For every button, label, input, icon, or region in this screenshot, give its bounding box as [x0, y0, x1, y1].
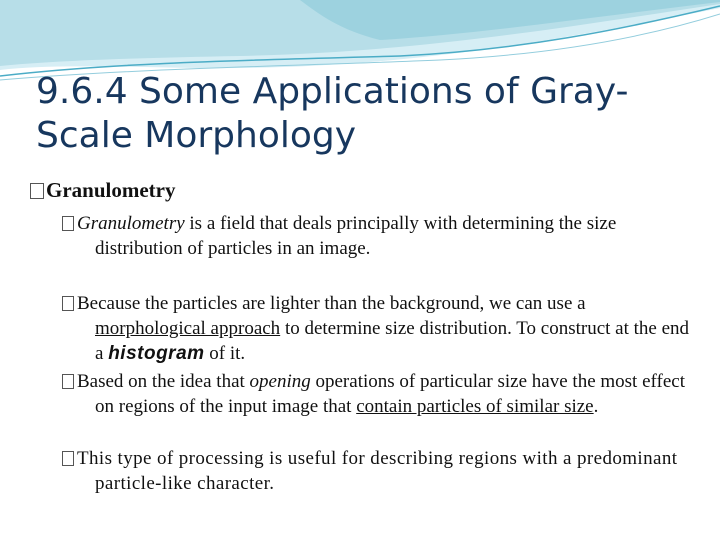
bullet-text [62, 446, 692, 496]
bullet-text-run: contain particles of similar size [356, 396, 594, 417]
bullet-text-run: to determine size distribution. To construct at the end a [95, 318, 690, 364]
bullet-box-icon [62, 216, 74, 231]
bullet-box-icon [62, 451, 74, 466]
bullet-item [62, 369, 692, 419]
bullet-text-run: Because the particles are lighter than the background, we can use a [77, 293, 586, 314]
bullet-text-run: This type of processing is useful for describing regions with a predominant particle-like character. [77, 448, 678, 494]
section-heading [30, 178, 175, 203]
bullet-text-run: Granulometry [77, 213, 185, 234]
bullet-item [62, 446, 692, 496]
bullet-item [62, 211, 692, 261]
bullet-text [62, 369, 692, 419]
bullet-text-run: opening [249, 371, 311, 392]
bullet-text-run: histogram [108, 343, 205, 364]
slide-title: 9.6.4 Some Applications of Gray-Scale Morphology [36, 71, 629, 156]
bullet-box-icon [30, 183, 44, 199]
bullet-item [62, 291, 692, 366]
bullet-text [62, 211, 692, 261]
bullet-text-run: is a field that deals principally with determining the size distribution of particles in an image. [95, 213, 617, 259]
bullet-box-icon [62, 296, 74, 311]
bullet-text-run: . [593, 396, 599, 417]
bullet-text-run: morphological approach [95, 318, 281, 339]
bullet-text [62, 291, 692, 366]
bullet-text-run: operations of particular size have the most effect on regions of the input image that [95, 371, 685, 417]
bullet-box-icon [62, 374, 74, 389]
bullet-text-run: of it. [204, 343, 246, 364]
bullet-text-run: Based on the idea that [77, 371, 250, 392]
section-heading-text: Granulometry [46, 178, 176, 202]
